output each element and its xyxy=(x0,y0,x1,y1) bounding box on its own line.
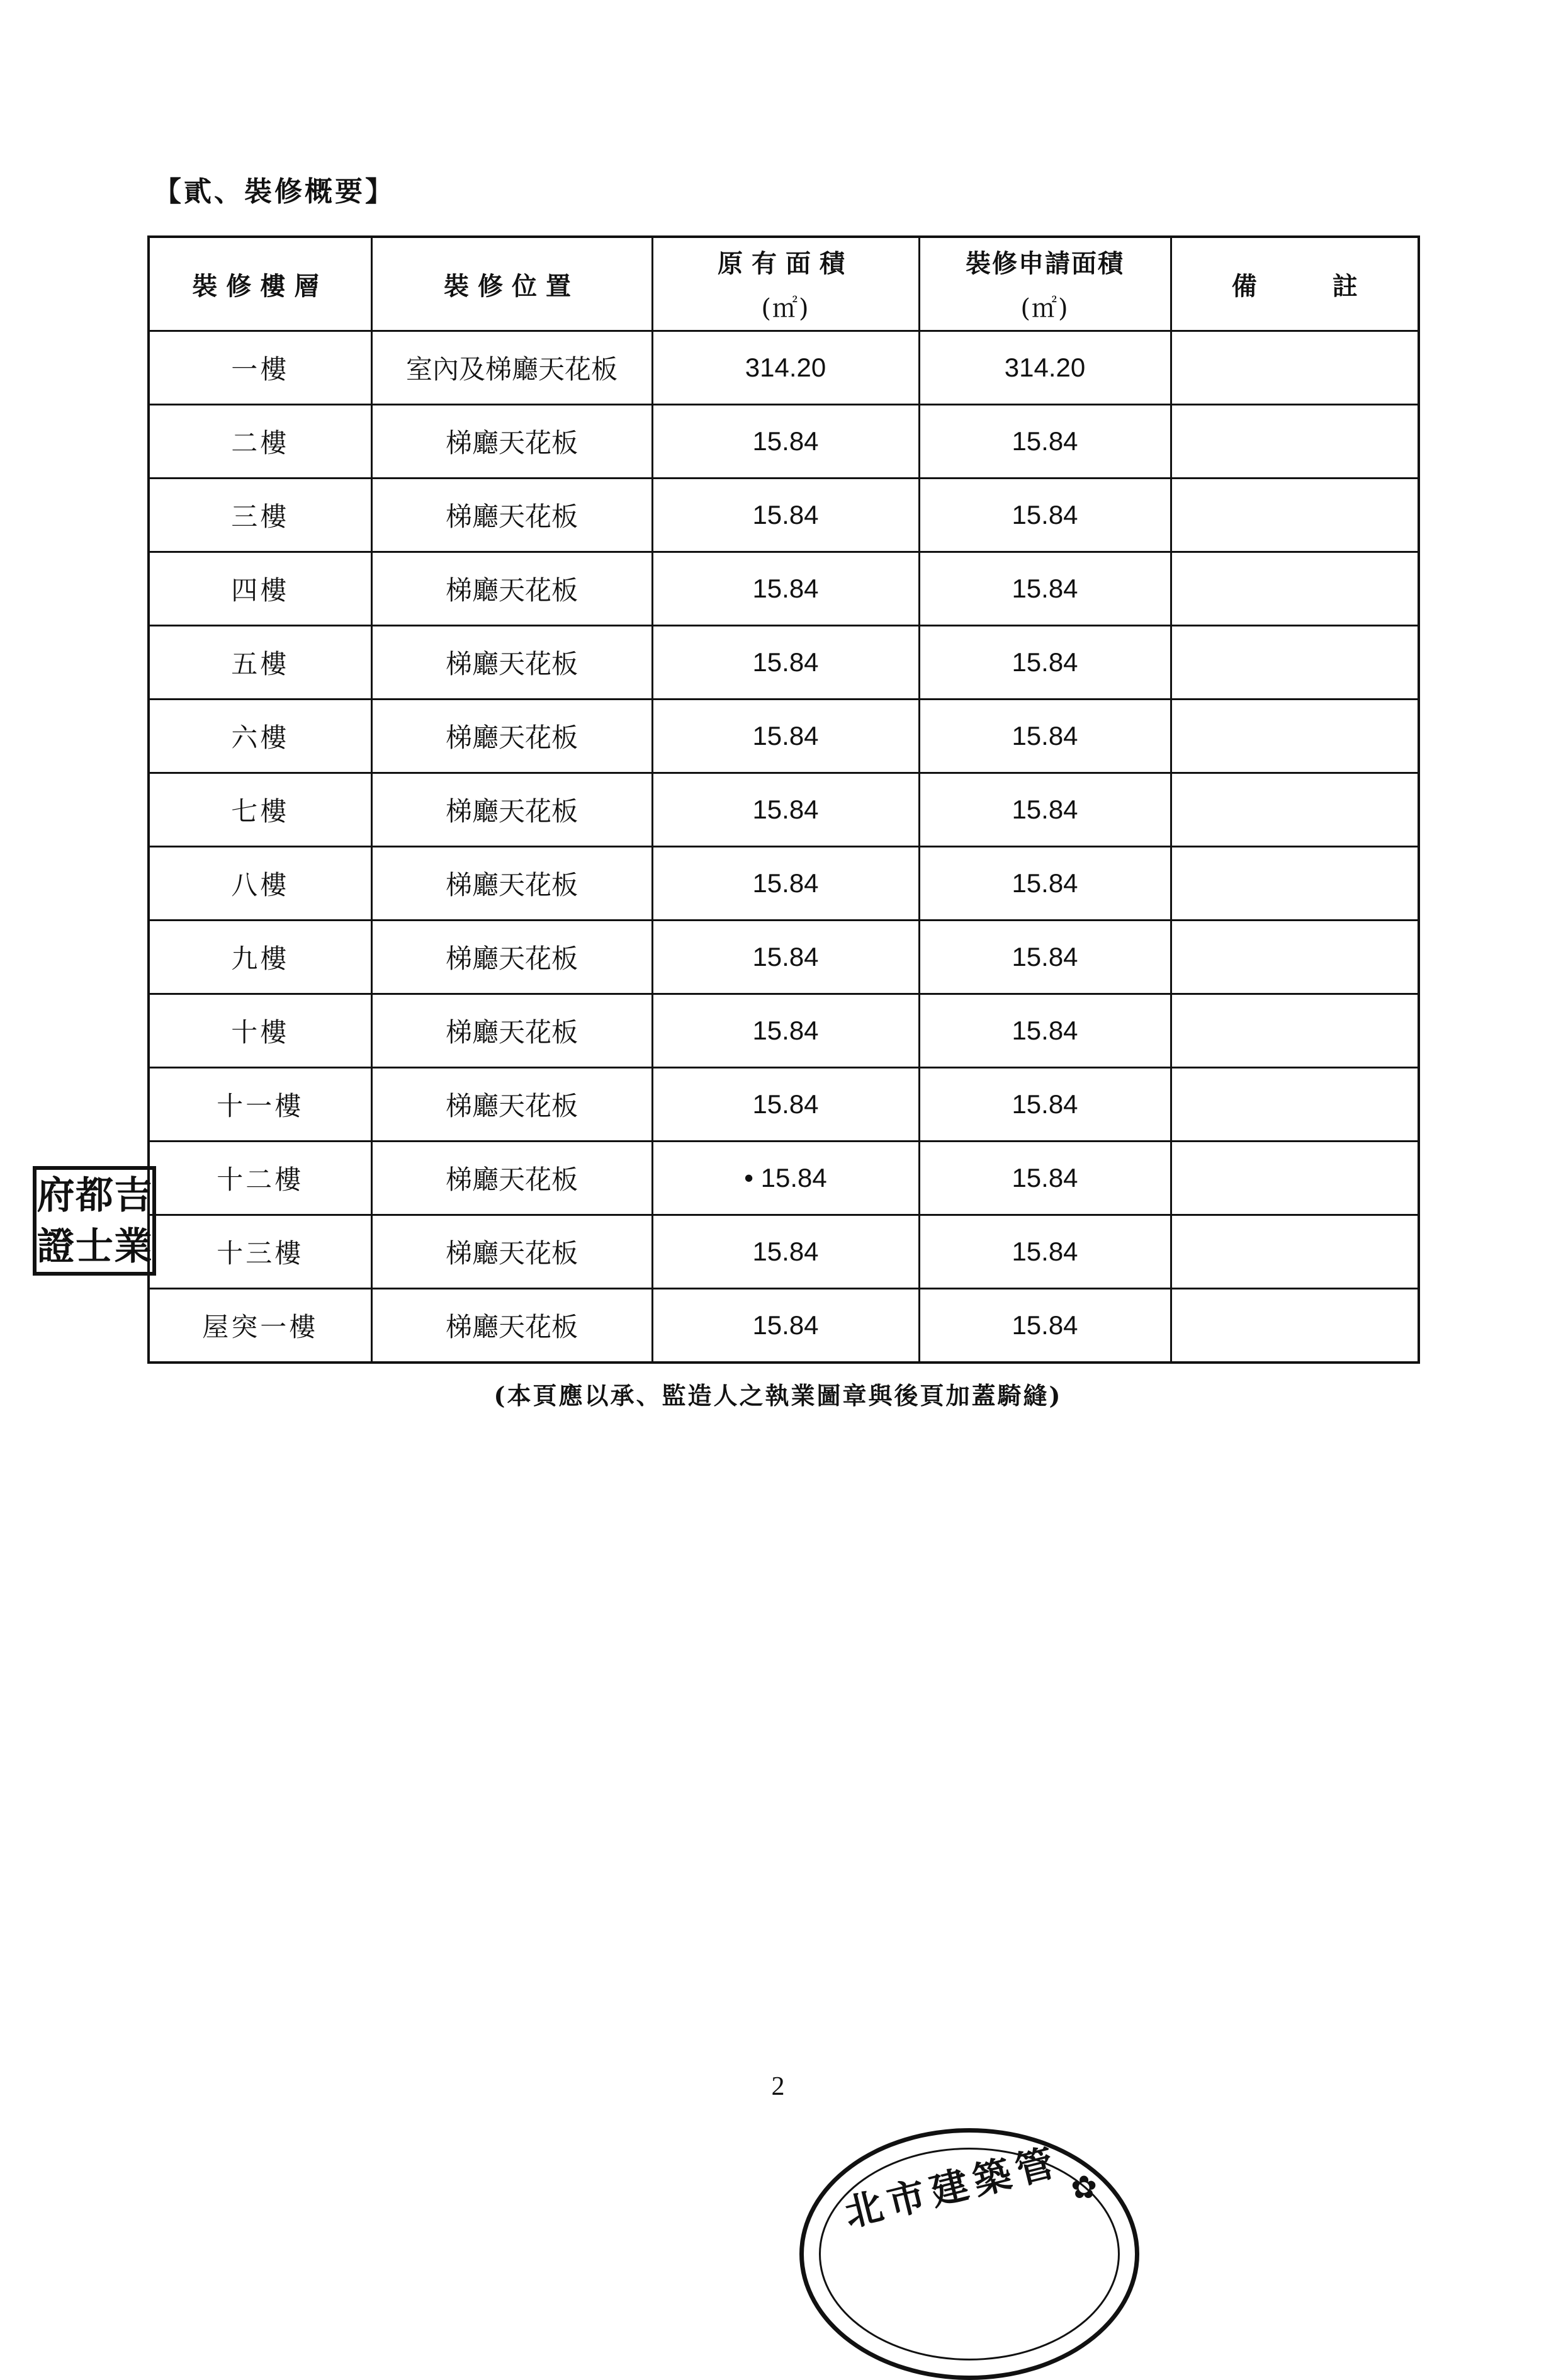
header-applied-area-unit: (㎡) xyxy=(1020,294,1069,323)
cell-original-area: 15.84 xyxy=(652,994,919,1068)
cell-remark xyxy=(1171,1215,1419,1289)
header-remark-char-1: 備 xyxy=(1231,271,1257,301)
cell-original-area: 15.84 xyxy=(652,405,919,479)
header-remark xyxy=(1171,237,1419,331)
cell-remark xyxy=(1171,1068,1419,1142)
cell-applied-area: 15.84 xyxy=(919,1289,1171,1363)
round-seal-text: 北市建築管 xyxy=(840,2139,1065,2236)
cell-original-area: 15.84 xyxy=(652,479,919,552)
header-remark-char-2: 註 xyxy=(1332,271,1358,301)
header-applied-area-label: 裝修申請面積 xyxy=(966,249,1124,278)
cell-remark xyxy=(1171,1142,1419,1215)
cell-location: 梯廳天花板 xyxy=(371,1142,652,1215)
seal-glyph: 府 xyxy=(37,1173,75,1218)
cell-applied-area: 15.84 xyxy=(919,405,1171,479)
plum-blossom-icon: ✿ xyxy=(1071,2169,1097,2206)
cell-remark xyxy=(1171,331,1419,405)
cell-floor: 四樓 xyxy=(149,552,371,626)
header-location: 裝修位置 xyxy=(371,237,652,331)
table-row xyxy=(149,994,1419,1068)
round-seal xyxy=(799,2128,1139,2380)
table-row xyxy=(149,626,1419,700)
cell-location: 梯廳天花板 xyxy=(371,700,652,773)
seal-glyph: 都 xyxy=(75,1173,113,1218)
cell-floor: 九樓 xyxy=(149,921,371,994)
cell-original-area: 15.84 xyxy=(652,552,919,626)
cell-location: 梯廳天花板 xyxy=(371,626,652,700)
header-original-area-label: 原有面積 xyxy=(718,249,854,278)
cell-applied-area: 15.84 xyxy=(919,1142,1171,1215)
cell-original-area: 15.84 xyxy=(652,847,919,921)
cell-floor: 十二樓 xyxy=(149,1142,371,1215)
cell-original-area: 15.84 xyxy=(652,700,919,773)
cell-floor: 八樓 xyxy=(149,847,371,921)
cell-remark xyxy=(1171,405,1419,479)
cell-location: 梯廳天花板 xyxy=(371,479,652,552)
seal-glyph: 證 xyxy=(37,1224,75,1269)
cell-location: 梯廳天花板 xyxy=(371,1215,652,1289)
cell-location: 梯廳天花板 xyxy=(371,847,652,921)
cell-location: 梯廳天花板 xyxy=(371,552,652,626)
cell-floor: 十三樓 xyxy=(149,1215,371,1289)
table-row xyxy=(149,1068,1419,1142)
cell-location: 室內及梯廳天花板 xyxy=(371,331,652,405)
cell-floor: 五樓 xyxy=(149,626,371,700)
section-title: 【貳、裝修概要】 xyxy=(154,176,395,208)
cell-floor: 六樓 xyxy=(149,700,371,773)
cell-floor: 十樓 xyxy=(149,994,371,1068)
cell-remark xyxy=(1171,552,1419,626)
cell-remark xyxy=(1171,921,1419,994)
cell-floor: 二樓 xyxy=(149,405,371,479)
cell-location: 梯廳天花板 xyxy=(371,994,652,1068)
cell-floor: 三樓 xyxy=(149,479,371,552)
cell-applied-area: 15.84 xyxy=(919,994,1171,1068)
cell-location: 梯廳天花板 xyxy=(371,405,652,479)
cell-applied-area: 15.84 xyxy=(919,700,1171,773)
cell-original-area: 15.84 xyxy=(652,773,919,847)
cell-location: 梯廳天花板 xyxy=(371,773,652,847)
cell-applied-area: 15.84 xyxy=(919,479,1171,552)
cell-applied-area: 15.84 xyxy=(919,626,1171,700)
table-row xyxy=(149,847,1419,921)
cell-applied-area: 15.84 xyxy=(919,773,1171,847)
cell-original-area: 15.84 xyxy=(652,921,919,994)
footnote: (本頁應以承、監造人之執業圖章與後頁加蓋騎縫) xyxy=(493,1381,1063,1410)
table-row xyxy=(149,921,1419,994)
seal-glyph: 業 xyxy=(114,1224,152,1269)
header-applied-area xyxy=(919,237,1171,331)
table-row xyxy=(149,773,1419,847)
cell-applied-area: 15.84 xyxy=(919,1068,1171,1142)
cell-floor: 一樓 xyxy=(149,331,371,405)
cell-remark xyxy=(1171,626,1419,700)
seal-glyph: 士 xyxy=(75,1224,113,1269)
table-row xyxy=(149,479,1419,552)
table-row xyxy=(149,700,1419,773)
page-number: 2 xyxy=(771,2072,785,2101)
cell-remark xyxy=(1171,479,1419,552)
cell-floor: 七樓 xyxy=(149,773,371,847)
table-row xyxy=(149,1289,1419,1363)
cell-original-area: • 15.84 xyxy=(652,1142,919,1215)
cell-applied-area: 15.84 xyxy=(919,1215,1171,1289)
cell-original-area: 15.84 xyxy=(652,626,919,700)
table-row xyxy=(149,331,1419,405)
renovation-summary-table xyxy=(147,235,1420,1364)
table-row xyxy=(149,1215,1419,1289)
seal-glyph: 吉 xyxy=(114,1173,152,1218)
cell-original-area: 15.84 xyxy=(652,1215,919,1289)
cell-remark xyxy=(1171,700,1419,773)
cell-applied-area: 15.84 xyxy=(919,921,1171,994)
table-header-row xyxy=(149,237,1419,331)
cell-location: 梯廳天花板 xyxy=(371,1068,652,1142)
cell-floor: 屋突一樓 xyxy=(149,1289,371,1363)
table-row xyxy=(149,552,1419,626)
cell-remark xyxy=(1171,773,1419,847)
cell-location: 梯廳天花板 xyxy=(371,921,652,994)
table-row xyxy=(149,405,1419,479)
cell-original-area: 15.84 xyxy=(652,1289,919,1363)
cell-applied-area: 15.84 xyxy=(919,552,1171,626)
header-floor: 裝修樓層 xyxy=(149,237,371,331)
cell-applied-area: 314.20 xyxy=(919,331,1171,405)
table-row xyxy=(149,1142,1419,1215)
header-original-area-unit: (㎡) xyxy=(761,294,810,323)
cell-original-area: 314.20 xyxy=(652,331,919,405)
cell-original-area: 15.84 xyxy=(652,1068,919,1142)
cell-remark xyxy=(1171,994,1419,1068)
cell-remark xyxy=(1171,1289,1419,1363)
cell-floor: 十一樓 xyxy=(149,1068,371,1142)
cell-remark xyxy=(1171,847,1419,921)
cell-applied-area: 15.84 xyxy=(919,847,1171,921)
square-seal xyxy=(33,1166,156,1276)
cell-location: 梯廳天花板 xyxy=(371,1289,652,1363)
header-original-area xyxy=(652,237,919,331)
